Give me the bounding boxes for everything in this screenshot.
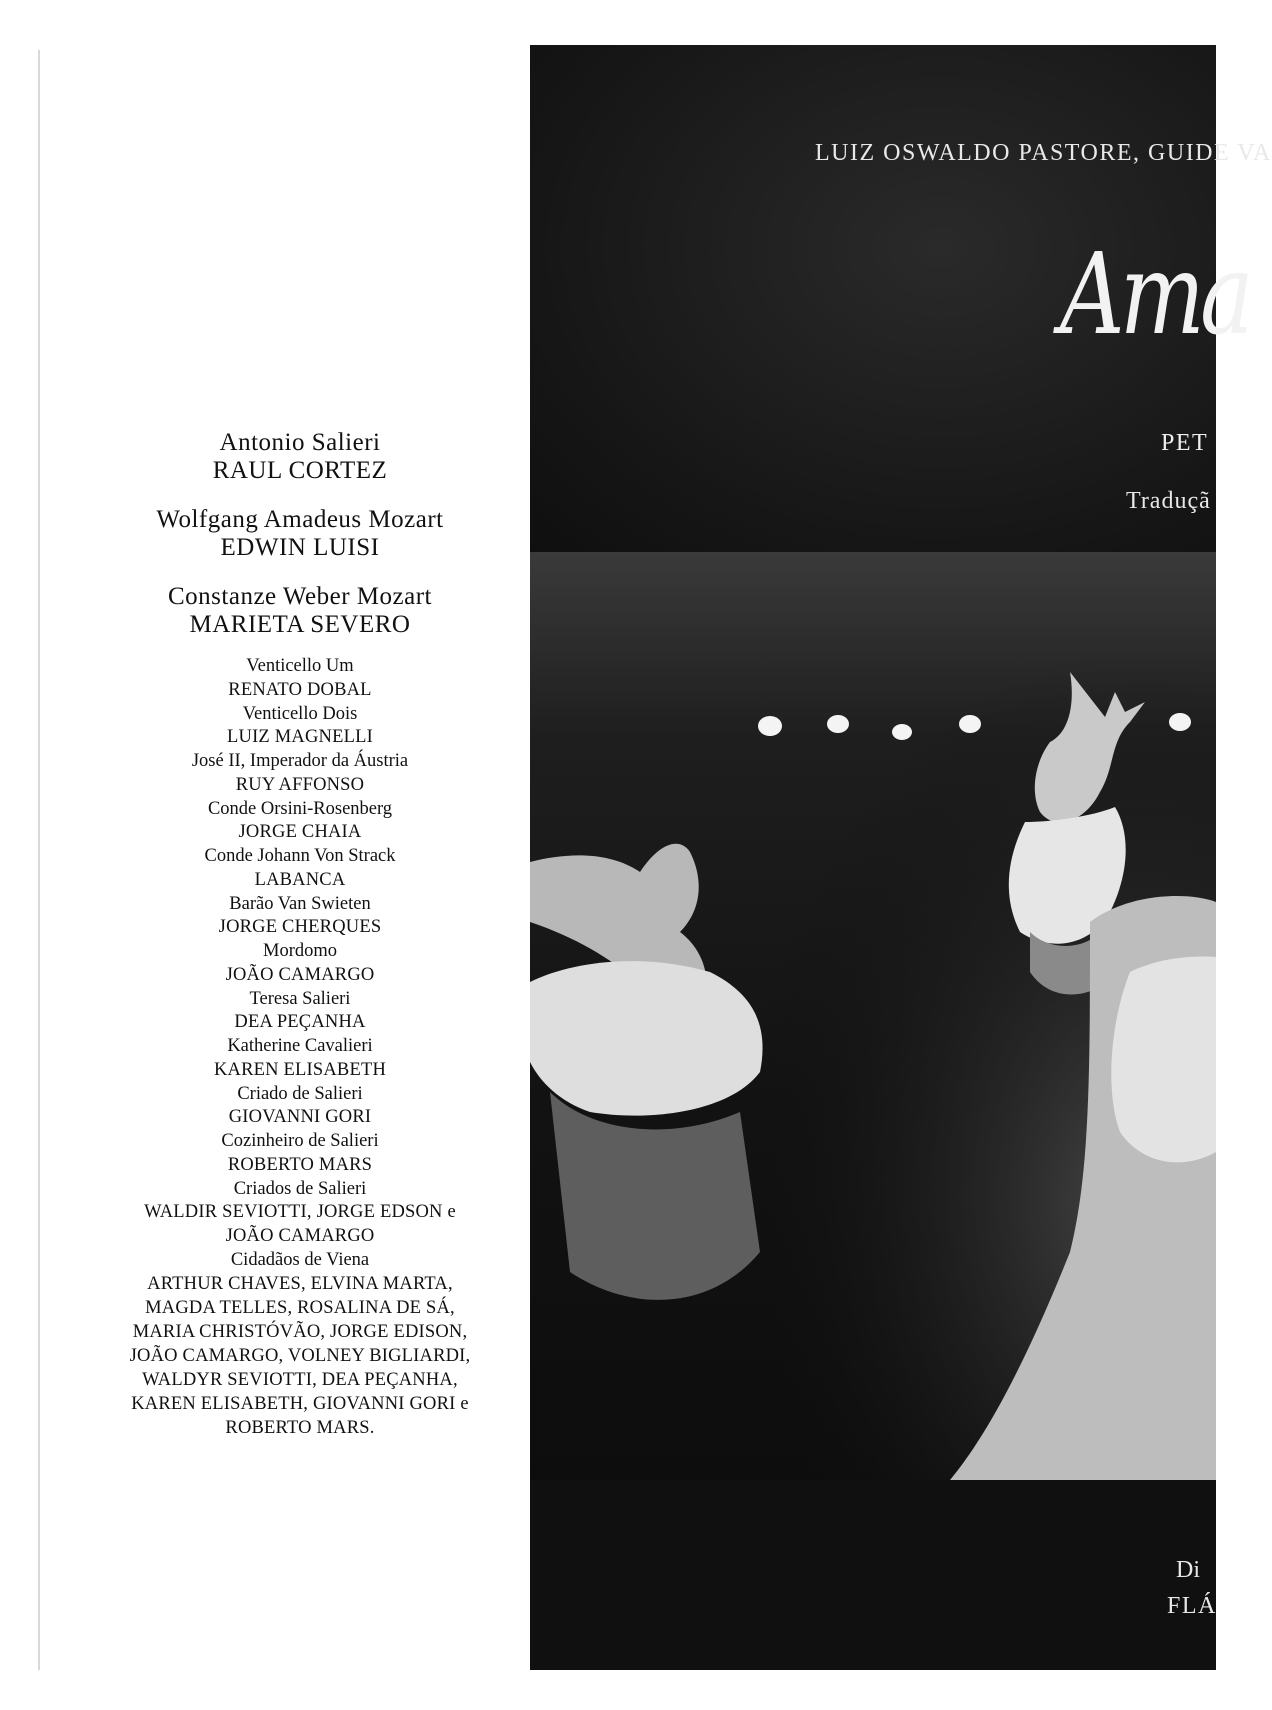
cast-actor: JORGE CHERQUES [218,917,382,937]
stage-photo [530,552,1216,1480]
cast-role: Antonio Salieri [219,429,381,456]
cast-role: Venticello Dois [242,703,358,724]
cast-actor: JOÃO CAMARGO [225,964,375,985]
cast-entry [80,942,520,987]
cast-entry [80,1037,520,1082]
cast-entry [80,1132,520,1177]
stage-photo-illustration [530,552,1216,1480]
cast-role: Wolfgang Amadeus Mozart [156,506,444,533]
cast-role: Barão Van Swieten [229,893,371,914]
cast-role: Venticello Um [246,656,354,676]
cast-role: Mordomo [263,941,337,961]
cast-actor: JORGE CHAIA [238,822,362,842]
translation-credit: Traduçã [1126,488,1211,514]
cast-actor: KAREN ELISABETH [213,1059,387,1080]
cast-role: Cozinheiro de Salieri [221,1131,379,1151]
cast-actor: ARTHUR CHAVES, ELVINA MARTA, MAGDA TELLES, ROSALINA DE SÁ, MARIA CHRISTÓVÃO, JORGE EDISON, JOÃO CAMARGO, VOLNEY BIGLIARDI, WALDYR SEVIOTTI, DEA PEÇANHA, KAREN ELISABETH, GIOVANNI GORI e ROBERTO MARS. [129,1273,471,1438]
cast-entry [80,657,520,702]
cast-actor: LUIZ MAGNELLI [227,727,373,747]
cast-entry [80,584,520,637]
cast-actor: GIOVANNI GORI [228,1107,372,1127]
cast-entry [80,1085,520,1130]
director-label: Di [1176,1557,1200,1583]
cast-actor: RUY AFFONSO [235,774,365,795]
cast-entry [80,1180,520,1249]
cast-entry [80,430,520,483]
cast-role: Criados de Salieri [233,1178,367,1199]
cast-role: Teresa Salieri [249,988,351,1009]
cast-role: Conde Orsini-Rosenberg [207,798,393,819]
page-fold [38,50,40,1670]
cast-entry [80,1251,520,1440]
cast-entry [80,705,520,750]
cast-role: José II, Imperador da Áustria [191,751,409,771]
cast-actor: WALDIR SEVIOTTI, JORGE EDSON e JOÃO CAMARGO [144,1202,456,1246]
cast-entry [80,800,520,845]
cast-entry [80,752,520,797]
play-title: Ama [1060,230,1249,360]
cast-entry [80,990,520,1035]
author-credit: PET [1161,430,1209,456]
producers-credit: LUIZ OSWALDO PASTORE, GUIDE VA [815,140,1272,166]
cast-entry [80,847,520,892]
cast-actor: RENATO DOBAL [228,679,372,700]
cast-actor: RAUL CORTEZ [212,457,388,484]
cast-role: Criado de Salieri [237,1083,363,1104]
cast-actor: LABANCA [254,869,346,890]
cast-role: Katherine Cavalieri [227,1036,373,1056]
cast-actor: MARIETA SEVERO [189,611,411,638]
cast-actor: EDWIN LUISI [220,534,380,561]
cast-role: Cidadãos de Viena [230,1250,370,1270]
cast-role: Conde Johann Von Strack [204,846,396,866]
cast-entry [80,895,520,940]
cast-actor: DEA PEÇANHA [234,1012,366,1032]
cast-entry [80,507,520,560]
cast-actor: ROBERTO MARS [227,1154,373,1175]
cast-list [80,430,520,1443]
director-name: FLÁ [1167,1593,1217,1619]
cast-role: Constanze Weber Mozart [168,583,432,610]
poster-panel [530,45,1272,1670]
poster-bottom-band [530,1480,1216,1670]
